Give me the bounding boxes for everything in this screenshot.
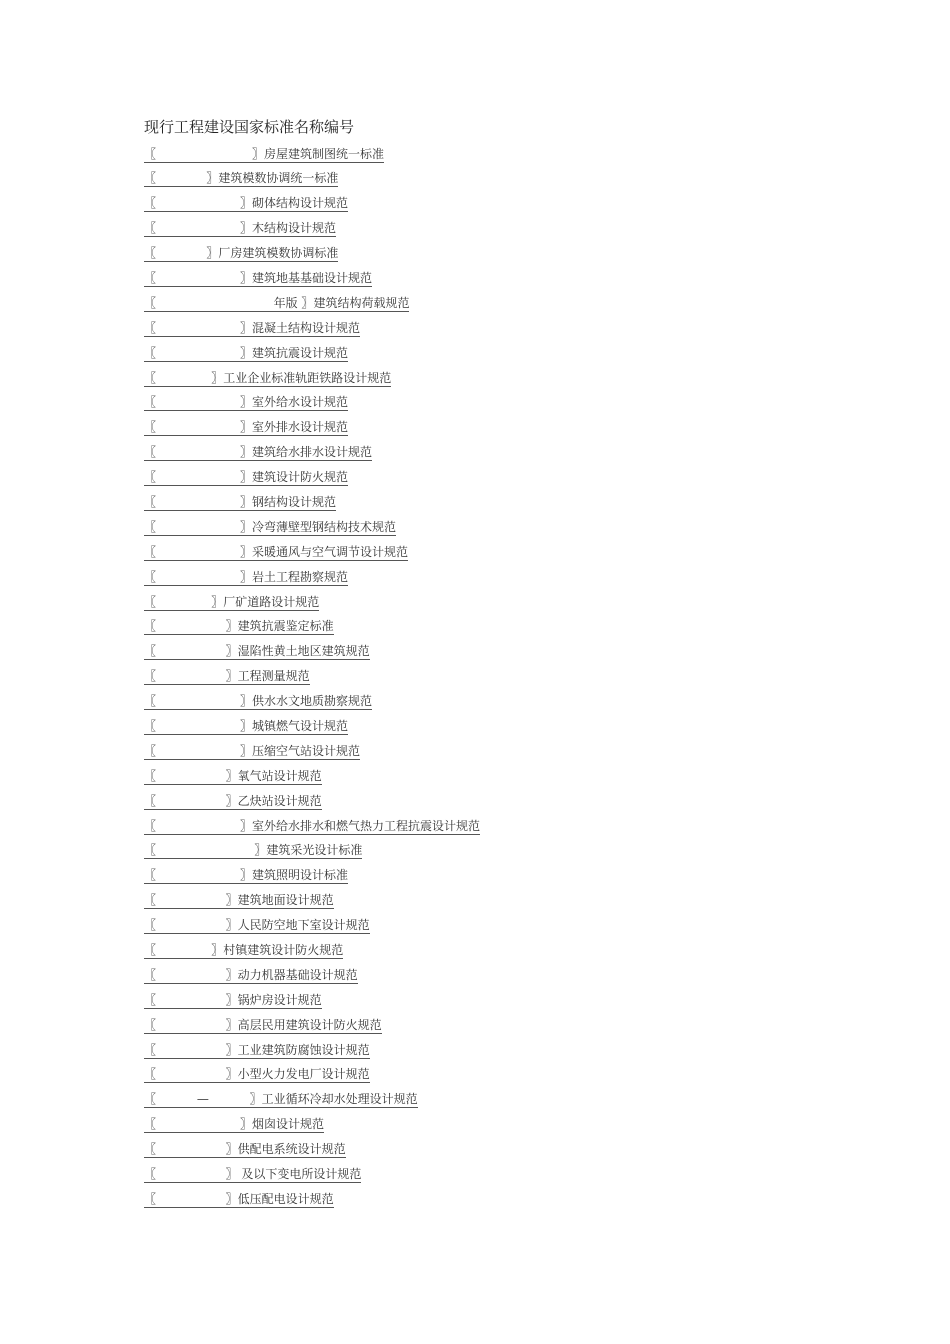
list-item [144,217,480,242]
standard-name: 厂房建筑模数协调标准 [218,246,339,261]
list-item [144,714,480,739]
bracket-close: 〗 [240,445,253,460]
standard-entry [144,196,348,212]
bracket-open: 〖 [144,345,157,360]
standard-name: 冷弯薄壁型钢结构技术规范 [252,519,397,534]
bracket-close: 〗 [225,967,238,982]
list-item [144,441,480,466]
bracket-close: 〗 [206,171,219,186]
bracket-open: 〖 [144,992,157,1007]
bracket-close: 〗 [211,370,224,385]
list-item [144,565,480,590]
standards-list [144,142,480,1212]
bracket-open: 〖 [144,967,157,982]
standard-entry [144,1117,324,1133]
standard-entry [144,595,319,611]
bracket-open: 〖 [144,868,157,883]
standard-name: 动力机器基础设计规范 [237,967,358,982]
list-item [144,1088,480,1113]
standard-name: 工程测量规范 [237,669,310,684]
standard-name: 砌体结构设计规范 [252,196,349,211]
bracket-open: 〖 [144,793,157,808]
bracket-close: 〗 [240,694,253,709]
list-item [144,316,480,341]
standard-entry [144,1167,361,1183]
bracket-open: 〖 [144,1142,157,1157]
bracket-open: 〖 [144,619,157,634]
list-item [144,939,480,964]
list-item [144,167,480,192]
list-item [144,416,480,441]
bracket-open: 〖 [144,146,157,161]
bracket-close: 〗 [225,1042,238,1057]
standard-entry [144,545,408,561]
bracket-open: 〖 [144,669,157,684]
standard-entry [144,1192,334,1208]
standard-entry [144,719,348,735]
bracket-close: 〗 [240,345,253,360]
standard-name: 建筑抗震设计规范 [252,345,349,360]
list-item [144,291,480,316]
bracket-close: 〗 [225,893,238,908]
bracket-open: 〖 [144,246,157,261]
standard-entry [144,1018,382,1034]
bracket-close: 〗 [206,246,219,261]
standard-entry [144,694,372,710]
bracket-close: 〗 [240,470,253,485]
standard-name: 混凝土结构设计规范 [252,320,361,335]
document-title: 现行工程建设国家标准名称编号 [144,118,355,136]
standard-name: 建筑照明设计标准 [252,868,349,883]
standard-entry [144,271,372,287]
standard-entry [144,943,343,959]
standard-entry [144,570,348,586]
bracket-close: 〗 [240,718,253,733]
bracket-close: 〗 [225,768,238,783]
standard-entry [144,445,372,461]
code-gap: — [196,1092,209,1107]
bracket-close: 〗 [225,1142,238,1157]
bracket-open: 〖 [144,270,157,285]
list-item [144,1138,480,1163]
bracket-open: 〖 [144,544,157,559]
list-item [144,466,480,491]
standard-entry [144,1043,370,1059]
bracket-close: 〗 [240,420,253,435]
list-item [144,1113,480,1138]
standard-entry [144,147,384,163]
bracket-open: 〖 [144,395,157,410]
standard-name: 供水水文地质勘察规范 [252,694,373,709]
bracket-open: 〖 [144,370,157,385]
bracket-open: 〖 [144,320,157,335]
bracket-close: 〗 [240,270,253,285]
list-item [144,242,480,267]
standard-name: 湿陷性黄土地区建筑规范 [237,644,370,659]
bracket-close: 〗 [240,818,253,833]
list-item [144,864,480,889]
bracket-open: 〖 [144,1167,157,1182]
bracket-close: 〗 及以下变电所设计规范 [225,1167,362,1182]
standard-entry [144,371,391,387]
bracket-close: 〗 [240,743,253,758]
list-item [144,665,480,690]
standard-entry [144,520,396,536]
standard-name: 氧气站设计规范 [237,768,322,783]
standard-name: 人民防空地下室设计规范 [237,918,370,933]
bracket-open: 〖 [144,519,157,534]
bracket-close: 〗 [225,1067,238,1082]
standard-name: 室外给水设计规范 [252,395,349,410]
bracket-close: 〗 [225,793,238,808]
standard-name: 锅炉房设计规范 [237,992,322,1007]
standard-name: 建筑模数协调统一标准 [218,171,339,186]
bracket-open: 〖 [144,1017,157,1032]
bracket-close: 〗 [240,395,253,410]
list-item [144,963,480,988]
bracket-open: 〖 [144,818,157,833]
bracket-open: 〖 [144,594,157,609]
bracket-close: 〗 [240,196,253,211]
list-item [144,739,480,764]
list-item [144,814,480,839]
standard-entry [144,918,370,934]
bracket-close: 〗 [225,1191,238,1206]
standard-entry [144,769,322,785]
standard-name: 建筑地面设计规范 [237,893,334,908]
standard-entry [144,1067,370,1083]
bracket-open: 〖 [144,1191,157,1206]
bracket-close: 〗 [254,843,267,858]
standard-entry [144,1092,418,1108]
standard-name: 室外给水排水和燃气热力工程抗震设计规范 [252,818,481,833]
standard-entry [144,1142,346,1158]
bracket-open: 〖 [144,743,157,758]
bracket-close: 〗 [225,619,238,634]
list-item [144,690,480,715]
bracket-close: 〗 [225,669,238,684]
standard-entry [144,669,310,685]
bracket-open: 〖 [144,768,157,783]
standard-entry [144,470,348,486]
list-item [144,1063,480,1088]
standard-entry [144,495,336,511]
bracket-close: 〗 [252,146,265,161]
standard-entry [144,171,338,187]
bracket-close: 〗 [225,992,238,1007]
standard-name: 建筑采光设计标准 [266,843,363,858]
list-item [144,192,480,217]
list-item [144,889,480,914]
standard-entry [144,893,334,909]
bracket-close: 〗 [240,868,253,883]
bracket-open: 〖 [144,943,157,957]
list-item [144,490,480,515]
bracket-close: 〗 [240,544,253,559]
standard-entry [144,321,360,337]
list-item [144,914,480,939]
standard-name: 厂矿道路设计规范 [223,594,320,609]
standard-entry [144,968,358,984]
list-item [144,1187,480,1212]
bracket-open: 〖 [144,171,157,186]
bracket-open: 〖 [144,893,157,908]
bracket-close: 〗 [240,519,253,534]
standard-name: 建筑设计防火规范 [252,470,349,485]
standard-name: 房屋建筑制图统一标准 [264,146,385,161]
standard-entry [144,346,348,362]
bracket-close: 〗 [211,594,224,609]
standard-entry [144,246,338,262]
bracket-open: 〖 [144,1067,157,1082]
standard-entry [144,868,348,884]
standard-name: 低压配电设计规范 [237,1191,334,1206]
list-item [144,839,480,864]
standard-name: 采暖通风与空气调节设计规范 [252,544,409,559]
list-item [144,764,480,789]
bracket-open: 〖 [144,196,157,211]
standard-entry [144,221,336,237]
list-item [144,1038,480,1063]
bracket-close: 〗 [240,569,253,584]
bracket-close: 年版 〗 [273,295,314,310]
list-item [144,789,480,814]
standard-name: 压缩空气站设计规范 [252,743,361,758]
list-item [144,1013,480,1038]
standard-entry [144,395,348,411]
bracket-open: 〖 [144,1092,157,1107]
bracket-open: 〖 [144,494,157,509]
list-item [144,366,480,391]
standard-name: 建筑给水排水设计规范 [252,445,373,460]
standard-name: 建筑地基基础设计规范 [252,270,373,285]
bracket-open: 〖 [144,569,157,584]
bracket-open: 〖 [144,1117,157,1132]
standard-name: 木结构设计规范 [252,221,337,236]
standard-entry [144,420,348,436]
bracket-close: 〗 [240,494,253,509]
standard-entry [144,744,360,760]
standard-name: 岩土工程勘察规范 [252,569,349,584]
bracket-open: 〖 [144,843,157,858]
standard-name: 工业循环冷却水处理设计规范 [261,1092,418,1107]
list-item [144,1163,480,1188]
standard-entry [144,619,334,635]
standard-name: 钢结构设计规范 [252,494,337,509]
bracket-close: 〗 [249,1092,262,1107]
standard-entry [144,819,480,835]
list-item [144,988,480,1013]
standard-name: 城镇燃气设计规范 [252,718,349,733]
list-item [144,640,480,665]
standard-name: 小型火力发电厂设计规范 [237,1067,370,1082]
bracket-open: 〖 [144,445,157,460]
standard-entry [144,993,322,1009]
standard-name: 建筑抗震鉴定标准 [237,619,334,634]
list-item [144,142,480,167]
bracket-close: 〗 [240,1117,253,1132]
standard-name: 工业建筑防腐蚀设计规范 [237,1042,370,1057]
bracket-close: 〗 [225,1017,238,1032]
standard-name: 供配电系统设计规范 [237,1142,346,1157]
standard-name: 室外排水设计规范 [252,420,349,435]
standard-entry [144,296,409,312]
bracket-open: 〖 [144,1042,157,1057]
bracket-close: 〗 [225,644,238,659]
bracket-open: 〖 [144,918,157,933]
list-item [144,590,480,615]
bracket-open: 〖 [144,420,157,435]
bracket-open: 〖 [144,644,157,659]
bracket-close: 〗 [211,943,224,957]
bracket-close: 〗 [240,221,253,236]
bracket-open: 〖 [144,295,157,310]
bracket-open: 〖 [144,470,157,485]
standard-entry [144,794,322,810]
bracket-open: 〖 [144,718,157,733]
standard-name: 建筑结构荷载规范 [313,295,410,310]
standard-name: 烟囱设计规范 [252,1117,325,1132]
bracket-close: 〗 [240,320,253,335]
standard-entry [144,843,362,859]
bracket-open: 〖 [144,694,157,709]
list-item [144,266,480,291]
bracket-open: 〖 [144,221,157,236]
standard-entry [144,644,370,660]
standard-name: 乙炔站设计规范 [237,793,322,808]
standard-name: 工业企业标准轨距铁路设计规范 [223,370,392,385]
list-item [144,540,480,565]
list-item [144,515,480,540]
standard-name: 村镇建筑设计防火规范 [223,943,344,957]
standard-name: 高层民用建筑设计防火规范 [237,1017,382,1032]
list-item [144,615,480,640]
list-item [144,391,480,416]
list-item [144,341,480,366]
bracket-close: 〗 [225,918,238,933]
